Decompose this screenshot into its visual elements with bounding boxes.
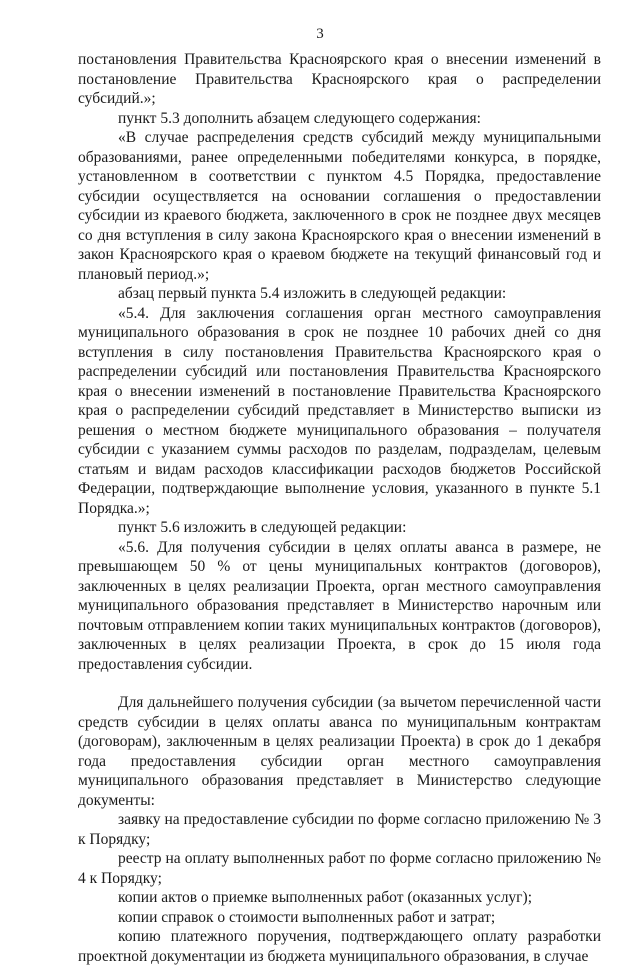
paragraph: копию платежного поручения, подтверждающего оплату разработки проектной документации из бюджета муниципального образования, в случае [78, 928, 601, 965]
document-body [78, 50, 601, 966]
paragraph: реестр на оплату выполненных работ по форме согласно приложению № 4 к Порядку; [78, 850, 601, 887]
paragraph: Для дальнейшего получения субсидии (за вычетом перечисленной части средств субсидии в целях оплаты аванса по муниципальным контрактам (договорам), заключенным в целях реализации Проекта) в срок до 1 декабря года предоставления субсидии орган местного самоуправления муниципального образования представляет в Министерство следующие документы: [78, 694, 601, 809]
paragraph: «В случае распределения средств субсидий между муниципальными образованиями, ранее определенными победителями конкурса, в порядке, установленном в соответствии с пунктом 4.5 Порядка, предоставление субсидии осуществляется на основании соглашения о предоставлении субсидии из краевого бюджета, заключенного в срок не позднее двух месяцев со дня вступления в силу закона Красноярского края о внесении изменений в закон Красноярского края о краевом бюджете на текущий финансовый год и плановый период.»; [78, 129, 601, 283]
paragraph: «5.6. Для получения субсидии в целях оплаты аванса в размере, не превышающем 50 % от цены муниципальных контрактов (договоров), заключенных в целях реализации Проекта, орган местного самоуправления муниципального образования представляет в Министерство нарочным или почтовым отправлением копии таких муниципальных контрактов (договоров), заключенных в целях реализации Проекта, в срок до 15 июля года предоставления субсидии. [78, 538, 601, 673]
paragraph: пункт 5.3 дополнить абзацем следующего содержания: [118, 109, 481, 127]
paragraph: постановления Правительства Красноярского края о внесении изменений в постановление Правительства Красноярского края о распределении субсидий.»; [78, 51, 601, 107]
paragraph: пункт 5.6 изложить в следующей редакции: [118, 519, 407, 536]
paragraph: «5.4. Для заключения соглашения орган местного самоуправления муниципального образования в срок не позднее 10 рабочих дней со дня вступления в силу постановления Правительства Красноярского края о распределении субсидий или постановления Правительства Красноярского края о внесении изменений в постановление Правительства Красноярского края о распределении субсидий представляет в Министерство выписки из решения о местном бюджете муниципального образования – получателя субсидии с указанием суммы расходов по разделам, подразделам, целевым статьям и видам расходов классификации расходов бюджетов Российской Федерации, подтверждающие выполнение условия, указанного в пункте 5.1 Порядка.»; [78, 304, 601, 517]
paragraph: копии справок о стоимости выполненных работ и затрат; [118, 908, 496, 926]
paragraph: абзац первый пункта 5.4 изложить в следующей редакции: [118, 285, 507, 302]
page-number: 3 [316, 26, 324, 42]
paragraph: копии актов о приемке выполненных работ (оказанных услуг); [118, 889, 533, 906]
paragraph: заявку на предоставление субсидии по форме согласно приложению № 3 к Порядку; [78, 811, 601, 848]
